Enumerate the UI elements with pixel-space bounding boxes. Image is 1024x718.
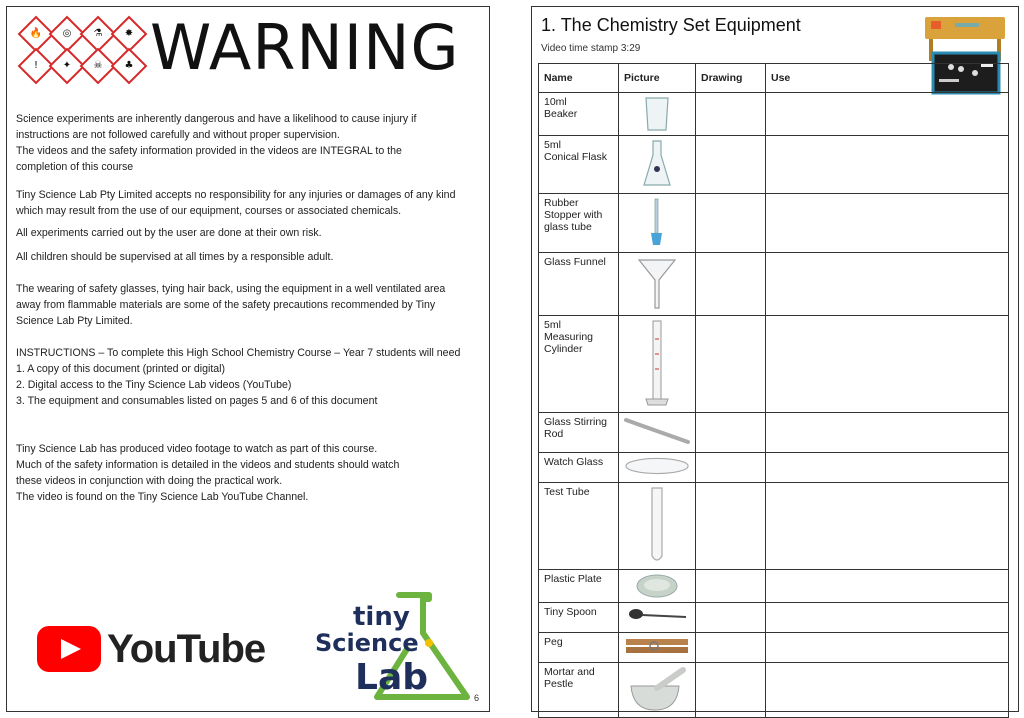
column-use: Use (766, 64, 1009, 93)
use-cell[interactable] (766, 633, 1009, 663)
safety-paragraph: The wearing of safety glasses, tying hair back, using the equipment in a well ventilated area away from flammable materials are some of the safety precautions recommended by Tiny Science Lab Pty Limited. (16, 283, 446, 327)
use-cell[interactable] (766, 136, 1009, 194)
table-row (539, 253, 1009, 316)
drawing-cell[interactable] (696, 663, 766, 718)
flammable-icon: 🔥 (18, 16, 55, 53)
use-cell[interactable] (766, 316, 1009, 413)
item-name: Glass Stirring Rod (539, 413, 619, 453)
item-picture (619, 93, 696, 136)
page-number: 6 (473, 693, 479, 703)
right-page (531, 6, 1019, 712)
warning-title: WARNING (150, 11, 460, 84)
use-cell[interactable] (766, 483, 1009, 570)
item-name: 5ml Conical Flask (539, 136, 619, 194)
column-drawing: Drawing (696, 64, 766, 93)
environment-icon: ♣ (111, 48, 148, 85)
item-name: 5ml Measuring Cylinder (539, 316, 619, 413)
item-name: 10ml Beaker (539, 93, 619, 136)
equipment-table (538, 63, 1009, 718)
stirring-rod-icon (624, 416, 690, 446)
tiny-science-lab-logo (307, 585, 477, 705)
use-cell[interactable] (766, 663, 1009, 718)
table-row (539, 316, 1009, 413)
supervision-statement: All children should be supervised at all times by a responsible adult. (16, 251, 334, 263)
use-cell[interactable] (766, 413, 1009, 453)
item-name: Test Tube (539, 483, 619, 570)
table-header (539, 64, 1009, 93)
table-row (539, 453, 1009, 483)
measuring-cylinder-icon (642, 319, 672, 409)
toxic-icon: ☠ (80, 48, 117, 85)
tiny-spoon-icon (626, 606, 688, 624)
use-cell[interactable] (766, 93, 1009, 136)
table-row (539, 633, 1009, 663)
table-row (539, 93, 1009, 136)
item-name: Glass Funnel (539, 253, 619, 316)
rubber-stopper-icon (642, 197, 672, 249)
drawing-cell[interactable] (696, 603, 766, 633)
item-name: Peg (539, 633, 619, 663)
drawing-cell[interactable] (696, 483, 766, 570)
logo-science: Science (315, 629, 419, 657)
conical-flask-icon (642, 139, 672, 189)
beaker-icon (642, 96, 672, 132)
drawing-cell[interactable] (696, 316, 766, 413)
item-name: Tiny Spoon (539, 603, 619, 633)
table-row (539, 663, 1009, 718)
liability-paragraph: Tiny Science Lab Pty Limited accepts no responsibility for any injuries or damages of any kind which may result from the use of our equipment, courses or associated chemicals. (16, 189, 456, 217)
item-name: Rubber Stopper with glass tube (539, 194, 619, 253)
item-name: Watch Glass (539, 453, 619, 483)
item-name: Plastic Plate (539, 570, 619, 603)
use-cell[interactable] (766, 603, 1009, 633)
instructions-list: INSTRUCTIONS – To complete this High School Chemistry Course – Year 7 students will need 1. A copy of this document (printed or digital) 2. Digital access to the Tiny Science Lab videos (YouTube) 3. The equipment and consumables listed on pages 5 and 6 of this document (16, 347, 461, 407)
item-name: Mortar and Pestle (539, 663, 619, 718)
use-cell[interactable] (766, 453, 1009, 483)
table-row (539, 483, 1009, 570)
use-cell[interactable] (766, 253, 1009, 316)
drawing-cell[interactable] (696, 93, 766, 136)
test-tube-icon (647, 486, 667, 566)
corrosive-icon: ⚗ (80, 16, 117, 53)
logo-tiny: tiny (353, 602, 410, 632)
youtube-logo[interactable]: YouTube (37, 621, 265, 677)
table-row (539, 603, 1009, 633)
column-name: Name (539, 64, 619, 93)
left-page (6, 6, 490, 712)
risk-paragraph: Science experiments are inherently dangerous and have a likelihood to cause injury if instructions are not followed carefully and without proper supervision. The videos and the safety information provided in the videos are INTEGRAL to the completion of this course (16, 113, 417, 173)
video-paragraph: Tiny Science Lab has produced video footage to watch as part of this course. Much of the safety information is detailed in the videos and students should watch these videos in conjunction with doing the practical work. The video is found on the Tiny Science Lab YouTube Channel. (16, 443, 400, 503)
use-cell[interactable] (766, 194, 1009, 253)
drawing-cell[interactable] (696, 413, 766, 453)
peg-icon (624, 636, 690, 656)
use-cell[interactable] (766, 570, 1009, 603)
drawing-cell[interactable] (696, 136, 766, 194)
table-row (539, 570, 1009, 603)
health-hazard-icon: ✦ (49, 48, 86, 85)
drawing-cell[interactable] (696, 633, 766, 663)
plastic-plate-icon (635, 573, 679, 599)
explosive-icon: ✸ (111, 16, 148, 53)
column-picture: Picture (619, 64, 696, 93)
table-row (539, 194, 1009, 253)
logo-lab: Lab (355, 657, 429, 698)
drawing-cell[interactable] (696, 453, 766, 483)
watch-glass-icon (624, 456, 690, 476)
drawing-cell[interactable] (696, 253, 766, 316)
oxidizer-icon: ◎ (49, 16, 86, 53)
drawing-cell[interactable] (696, 194, 766, 253)
drawing-cell[interactable] (696, 570, 766, 603)
hazard-symbols (17, 17, 141, 81)
funnel-icon (637, 256, 677, 312)
page-title: 1. The Chemistry Set Equipment (541, 15, 801, 35)
table-row (539, 413, 1009, 453)
table-row (539, 136, 1009, 194)
mortar-pestle-icon (627, 666, 687, 714)
youtube-play-icon (37, 626, 101, 672)
risk-statement: All experiments carried out by the user are done at their own risk. (16, 227, 322, 239)
irritant-icon: ! (18, 48, 55, 85)
video-time-stamp: Video time stamp 3:29 (541, 43, 641, 54)
